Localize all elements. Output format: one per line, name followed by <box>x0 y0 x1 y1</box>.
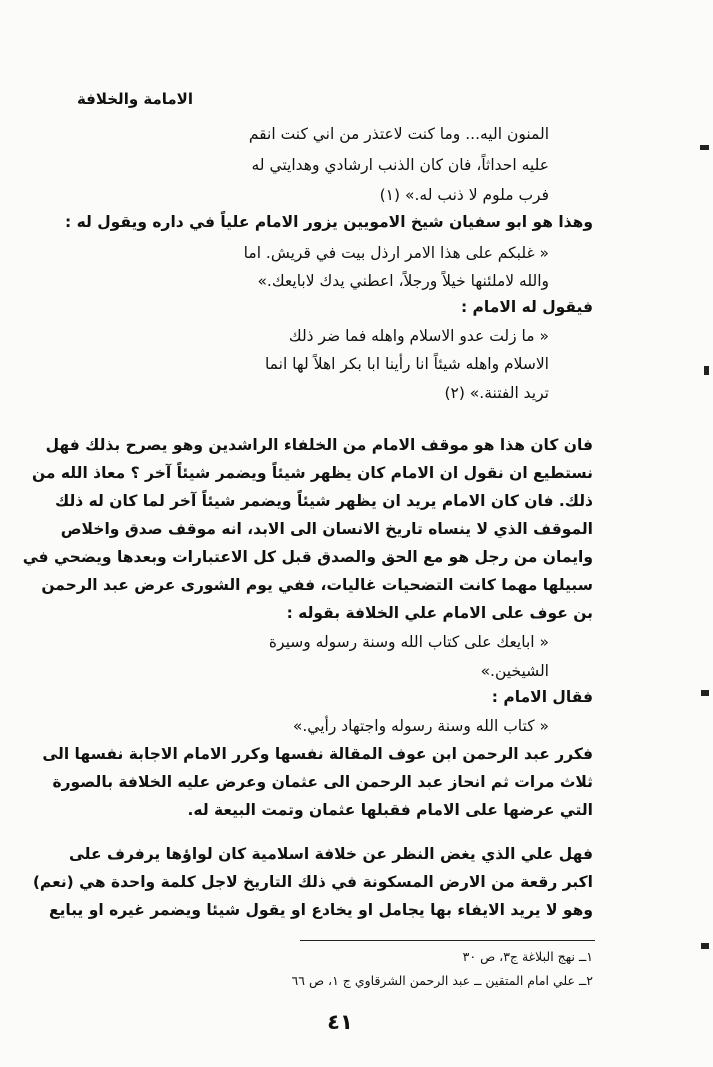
abu-sufyan-intro: وهذا هو ابو سفيان شيخ الامويين يزور الامام علياً في داره ويقول له : <box>65 213 593 231</box>
body-paragraph-line: فان كان هذا هو موقف الامام من الخلفاء الراشدين وهو يصرح بذلك فهل <box>45 436 593 454</box>
body-paragraph-line: وايمان من رجل هو مع الحق والصدق قبل كل الاعتبارات وبعدها ويضحي في <box>22 548 593 566</box>
imam-reply-line-2: الاسلام واهله شيئاً انا رأينا ابا بكر اهلاً لها انما <box>264 355 549 373</box>
scan-mark <box>700 145 709 150</box>
body-paragraph-line: نستطيع ان نقول ان الامام كان يظهر شيئاً ويضمر شيئاً آخر ؟ معاذ الله من <box>31 464 593 482</box>
body-paragraph-line: فكرر عبد الرحمن ابن عوف المقالة نفسها وكرر الامام الاجابة نفسها الى <box>42 745 593 763</box>
page-number: ٤١ <box>327 1010 353 1034</box>
footnote-separator <box>300 940 595 941</box>
running-header-title: الامامة والخلافة <box>76 90 193 108</box>
body-paragraph-line: ثلاث مرات ثم انحاز عبد الرحمن الى عثمان وعرض عليه الخلافة بالصورة <box>52 773 593 791</box>
imam-answer-quote: « كتاب الله وسنة رسوله واجتهاد رأيي.» <box>292 717 549 735</box>
abd-rahman-quote-line-1: « ابايعك على كتاب الله وسنة رسوله وسيرة <box>268 633 549 651</box>
body-paragraph-line: ذلك. فان كان الامام يريد ان يظهر شيئاً ويضمر شيئاً آخر لما كان له ذلك <box>55 492 593 510</box>
body-paragraph-line: فهل علي الذي يغض النظر عن خلافة اسلامية كان لواؤها يرفرف على <box>68 845 593 863</box>
imam-reply-line-1: « ما زلت عدو الاسلام واهله فما ضر ذلك <box>288 327 549 345</box>
abd-rahman-quote-line-2: الشيخين.» <box>480 662 549 680</box>
body-paragraph-line: اكبر رقعة من الارض المسكونة في ذلك التاريخ لاجل كلمة واحدة هي (نعم) <box>32 873 593 891</box>
body-paragraph-line: التي عرضها على الامام فقبلها عثمان وتمت البيعة له. <box>187 801 593 819</box>
abu-sufyan-quote-line-1: « غلبكم على هذا الامر ارذل بيت في قريش. اما <box>243 244 549 262</box>
body-paragraph-line: بن عوف على الامام علي الخلافة بقوله : <box>286 604 593 622</box>
letter-line-1: المنون اليه... وما كنت لاعتذر من اني كنت انقم <box>248 125 549 143</box>
letter-line-2: عليه احداثاً، فان كان الذنب ارشادي وهدايتي له <box>251 156 549 174</box>
footnote-2: ٢ــ علي امام المتقين ــ عبد الرحمن الشرقاوي ج ١، ص ٦٦ <box>291 973 593 988</box>
scan-mark <box>701 943 709 949</box>
footnote-1: ١ــ نهج البلاغة ج٣، ص ٣٠ <box>462 949 593 964</box>
scan-mark <box>701 690 709 696</box>
imam-reply-intro-1: فيقول له الامام : <box>460 298 593 316</box>
abu-sufyan-quote-line-2: والله لاملئنها خيلاً ورجلاً، اعطني يدك لابايعك.» <box>257 272 549 290</box>
body-paragraph-line: سبيلها مهما كانت التضحيات غاليات، ففي يوم الشورى عرض عبد الرحمن <box>41 576 593 594</box>
imam-reply-line-3: تريد الفتنة.» (٢) <box>444 384 549 402</box>
body-paragraph-line: الموقف الذي لا ينساه تاريخ الانسان الى الابد، انه موقف صدق واخلاص <box>60 520 593 538</box>
scan-mark <box>704 366 709 375</box>
body-paragraph-line: وهو لا يريد الايفاء بها يجامل او يخادع او يقول شيئا ويضمر غيره او يبايع <box>48 901 593 919</box>
letter-line-3: فرب ملوم لا ذنب له.» (١) <box>379 186 549 204</box>
imam-reply-intro-2: فقال الامام : <box>491 688 593 706</box>
